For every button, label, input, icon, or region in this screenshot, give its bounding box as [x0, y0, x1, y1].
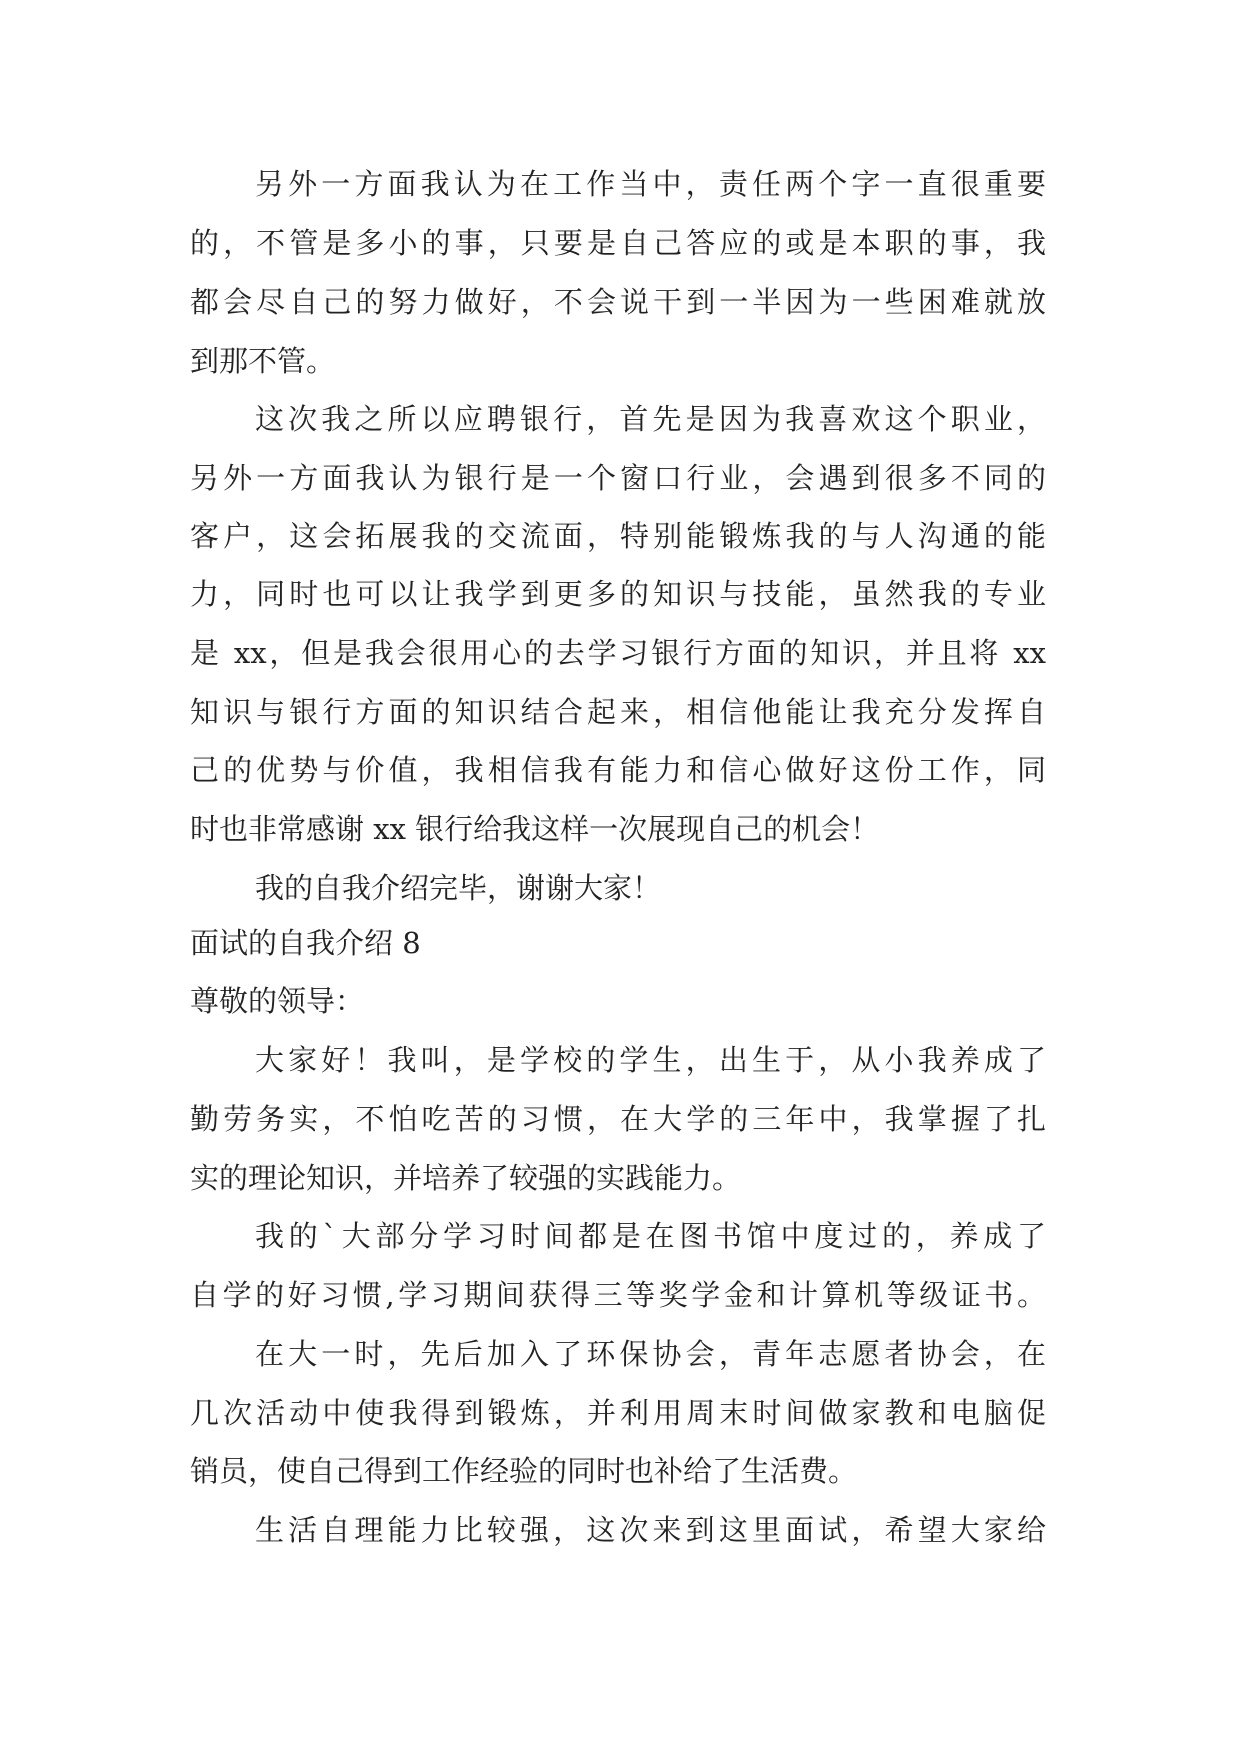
- section-heading: 面试的自我介绍 8: [190, 926, 421, 960]
- paragraph-line: 几次活动中使我得到锻炼，并利用周末时间做家教和电脑促: [190, 1396, 1046, 1430]
- paragraph-line: 自学的好习惯,学习期间获得三等奖学金和计算机等级证书。: [190, 1278, 1046, 1312]
- paragraph-line: 销员，使自己得到工作经验的同时也补给了生活费。: [190, 1454, 858, 1488]
- paragraph-line: 勤劳务实，不怕吃苦的习惯，在大学的三年中，我掌握了扎: [190, 1102, 1046, 1136]
- paragraph-line: 在大一时，先后加入了环保协会，青年志愿者协会，在: [255, 1337, 1046, 1371]
- paragraph-line: 时也非常感谢 xx 银行给我这样一次展现自己的机会！: [190, 812, 880, 846]
- paragraph-line: 客户，这会拓展我的交流面，特别能锻炼我的与人沟通的能: [190, 519, 1046, 553]
- paragraph-line: 大家好！我叫，是学校的学生，出生于，从小我养成了: [255, 1043, 1046, 1077]
- paragraph-line: 力，同时也可以让我学到更多的知识与技能，虽然我的专业: [190, 577, 1046, 611]
- paragraph-line: 另外一方面我认为银行是一个窗口行业，会遇到很多不同的: [190, 461, 1046, 495]
- paragraph-line: 这次我之所以应聘银行，首先是因为我喜欢这个职业，: [255, 402, 1046, 436]
- salutation: 尊敬的领导：: [190, 984, 365, 1018]
- paragraph-line: 另外一方面我认为在工作当中，责任两个字一直很重要: [255, 167, 1046, 201]
- paragraph-line: 都会尽自己的努力做好，不会说干到一半因为一些困难就放: [190, 285, 1046, 319]
- paragraph-line: 己的优势与价值，我相信我有能力和信心做好这份工作，同: [190, 753, 1046, 787]
- paragraph-line: 生活自理能力比较强，这次来到这里面试，希望大家给: [255, 1513, 1046, 1547]
- paragraph-line: 是 xx，但是我会很用心的去学习银行方面的知识，并且将 xx: [190, 636, 1046, 670]
- paragraph-line: 我的自我介绍完毕，谢谢大家！: [255, 871, 662, 905]
- paragraph-line: 的，不管是多小的事，只要是自己答应的或是本职的事，我: [190, 226, 1046, 260]
- paragraph-line: 实的理论知识，并培养了较强的实践能力。: [190, 1161, 742, 1195]
- paragraph-line: 我的`大部分学习时间都是在图书馆中度过的，养成了: [255, 1219, 1046, 1253]
- paragraph-line: 知识与银行方面的知识结合起来，相信他能让我充分发挥自: [190, 695, 1046, 729]
- paragraph-line: 到那不管。: [190, 344, 336, 378]
